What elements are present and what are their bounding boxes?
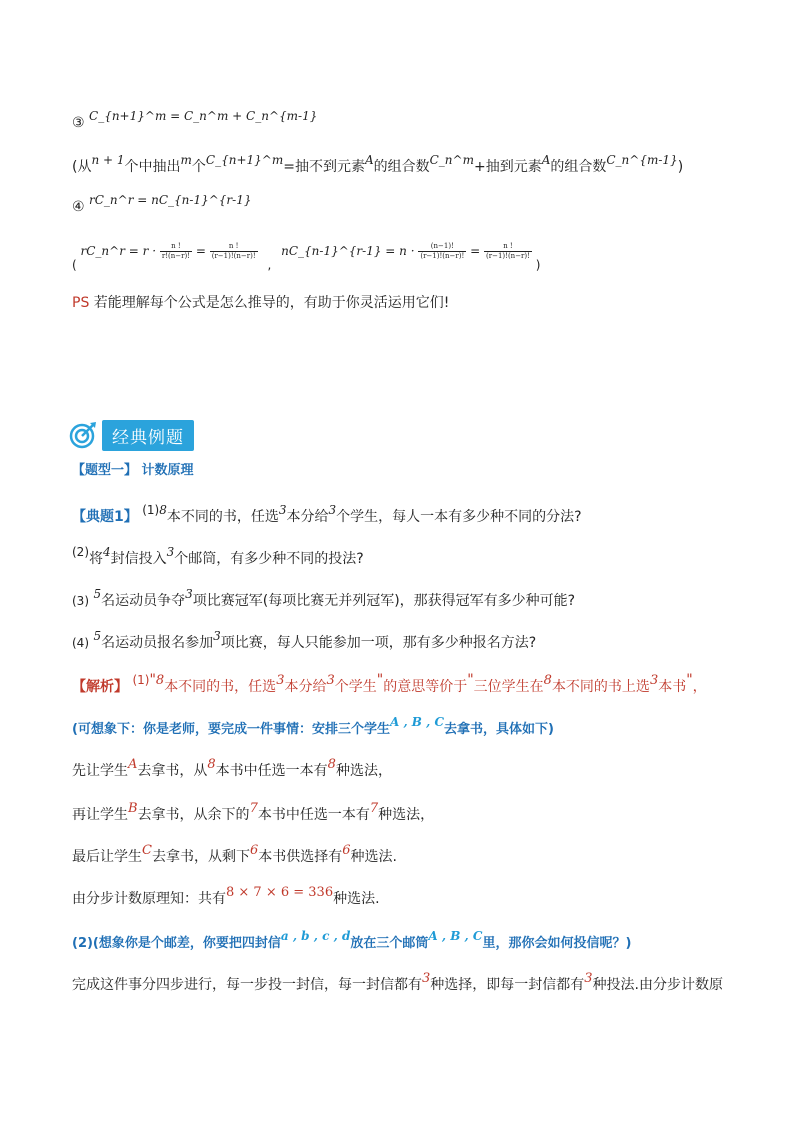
text: 本书供选择有: [258, 849, 343, 865]
fraction: $\frac{n !}{r!(n-r)!}$: [161, 242, 190, 260]
math: 5: [93, 587, 102, 601]
comma: ,: [267, 258, 272, 272]
text: 三位学生在: [473, 679, 544, 695]
math: 8: [543, 673, 552, 688]
text: 的组合数: [373, 159, 430, 175]
question-number: (2): [72, 545, 89, 559]
text: 本分给: [284, 679, 327, 695]
text: 去拿书，从余下的: [137, 807, 250, 823]
fraction: $\frac{n !}{(r-1)!(n-r)!}$: [211, 242, 256, 260]
text: 个: [191, 159, 206, 175]
math: 3: [422, 971, 431, 986]
solution-line-7: [72, 929, 632, 953]
solution-line-6: [72, 885, 380, 909]
formula-3-number: ③: [72, 115, 85, 131]
ps-label: PS: [72, 295, 90, 311]
math: 3: [276, 673, 285, 688]
math: 8 × 7 × 6 = 336: [226, 885, 334, 900]
type-heading: [72, 462, 194, 480]
ps-note: [72, 294, 449, 312]
text: 种选法.: [333, 891, 380, 907]
example-question-3: [72, 587, 576, 610]
fraction: $\frac{n !}{(r-1)!(n-r)!}$: [486, 242, 530, 260]
math: 3: [584, 971, 593, 986]
text: (从: [72, 159, 92, 175]
math: 7: [249, 801, 258, 816]
solution-line-1: [72, 672, 707, 697]
math: 8: [155, 673, 165, 688]
solution-line-3: [72, 757, 392, 781]
formula-4-derivation: ( rC_n^r = r · $\frac{n !}{r!(n-r)!}$ = $\frac{n !}{(r-1)!(n-r)!}$ , nC_{n-1}^{r-1} = n · $\frac{(n-1)!}{(r-1)!(n-r)!}$ = $\frac{n !}{(r-1)!(n-r)!}$ ): [72, 242, 541, 272]
text: 再让学生: [72, 807, 128, 823]
text: 种选法.: [350, 849, 397, 865]
example-label: 【典题1】: [72, 509, 138, 525]
section-banner: [68, 418, 194, 452]
text: 先让学生: [72, 763, 128, 779]
question-number: (1): [142, 503, 160, 517]
text: ，: [692, 679, 707, 695]
quote: ": [149, 672, 156, 688]
target-icon: [68, 420, 98, 450]
type-label: 【题型一】: [72, 463, 138, 478]
text: +抽到元素: [473, 159, 542, 175]
text: 本分给: [286, 509, 329, 525]
math: 5: [93, 629, 102, 643]
text: 名运动员争夺: [101, 593, 186, 609]
text: 个邮筒，有多少种不同的投法?: [174, 551, 364, 567]
math: C_{n+1}^m: [205, 153, 284, 167]
math: 6: [342, 843, 351, 858]
math: 3: [278, 503, 287, 517]
type-title: 计数原理: [137, 463, 194, 478]
math: 8: [159, 503, 167, 517]
text: 的意思等价于: [383, 679, 468, 695]
text: 封信投入: [110, 551, 167, 567]
math: a , b , c , d: [280, 929, 351, 943]
open-paren: (: [72, 258, 77, 272]
math: 8: [207, 757, 216, 772]
section-title: 经典例题: [102, 420, 194, 451]
solution-line-2: [72, 715, 554, 739]
solution-line-5: [72, 843, 397, 867]
text: 种选择，即每一封信都有: [430, 977, 585, 993]
text: 最后让学生: [72, 849, 142, 865]
fraction: $\frac{(n-1)!}{(r-1)!(n-r)!}$: [420, 242, 465, 260]
text: 个学生: [334, 679, 377, 695]
formula-3-expression: C_{n+1}^m = C_n^m + C_n^{m-1}: [89, 109, 318, 123]
solution-line-4: [72, 801, 435, 825]
math: C: [142, 843, 152, 858]
formula-3-explanation: [72, 153, 684, 176]
example-question-4: [72, 629, 537, 652]
quote: ": [467, 672, 474, 688]
math: C_n^m: [429, 153, 474, 167]
derivation-left: rC_n^r = r ·: [80, 244, 157, 258]
text: 个学生，每人一本有多少种不同的分法?: [336, 509, 582, 525]
solution-line-8: [72, 971, 724, 995]
formula-3: [72, 109, 318, 132]
math: 3: [328, 503, 337, 517]
math: A: [364, 153, 374, 167]
text: =抽不到元素: [283, 159, 365, 175]
math: 7: [369, 801, 379, 816]
text: (可想象下：你是老师，要完成一件事情：安排三个学生: [72, 722, 390, 737]
text: 本不同的书，任选: [166, 509, 279, 525]
math: m: [180, 153, 192, 167]
math: 6: [249, 843, 259, 858]
text: (2)(想象你是个邮差，你要把四封信: [72, 936, 281, 951]
quote: ": [376, 672, 384, 688]
math: 3: [326, 673, 335, 688]
text: 放在三个邮筒: [350, 936, 429, 951]
text: 去拿书，具体如下): [444, 722, 554, 737]
solution-label: 【解析】: [72, 679, 128, 695]
text: ): [677, 159, 684, 175]
text: 本不同的书上选: [551, 679, 650, 695]
math: 3: [649, 673, 659, 688]
math: 3: [213, 629, 221, 643]
formula-4: [72, 193, 252, 216]
math: B: [128, 801, 138, 816]
text: 本书中任选一本有: [257, 807, 370, 823]
math: 8: [327, 757, 336, 772]
text: 本不同的书，任选: [164, 679, 277, 695]
text: 将: [89, 551, 103, 567]
derivation-right: nC_{n-1}^{r-1} = n ·: [281, 244, 415, 258]
text: 去拿书，从剩下: [151, 849, 250, 865]
example-question-1: [72, 503, 582, 526]
text: 本书中任选一本有: [215, 763, 328, 779]
quote: ": [686, 672, 693, 688]
example-question-2: [72, 545, 364, 568]
close-paren: ): [535, 258, 541, 272]
text: 的组合数: [550, 159, 607, 175]
text: 名运动员报名参加: [101, 635, 214, 651]
text: 种选法，: [335, 763, 392, 779]
text: 项比赛冠军(每项比赛无并列冠军)，那获得冠军有多少种可能?: [192, 593, 576, 609]
ps-text: 若能理解每个公式是怎么推导的，有助于你灵活运用它们!: [89, 295, 450, 311]
text: 种选法，: [378, 807, 435, 823]
math: A: [128, 757, 138, 772]
text: 个中抽出: [124, 159, 181, 175]
math: 3: [166, 545, 175, 559]
text: 里，那你会如何投信呢？): [482, 936, 632, 951]
math: A , B , C: [428, 929, 483, 943]
text: 去拿书，从: [137, 763, 208, 779]
text: 项比赛，每人只能参加一项，那有多少种报名方法?: [220, 635, 537, 651]
math: A , B , C: [389, 715, 445, 729]
formula-4-expression: rC_n^r = nC_{n-1}^{r-1}: [89, 193, 252, 207]
part-number: (1): [132, 673, 150, 687]
question-number: (3): [72, 594, 89, 608]
text: 种投法.由分步计数原: [592, 977, 724, 993]
math: n + 1: [91, 153, 125, 167]
math: 3: [185, 587, 193, 601]
question-number: (4): [72, 636, 89, 650]
text: 完成这件事分四步进行，每一步投一封信，每一封信都有: [72, 977, 422, 993]
math: A: [541, 153, 551, 167]
text: 本书: [658, 679, 687, 695]
text: 由分步计数原理知：共有: [72, 891, 226, 907]
math: C_n^{m-1}: [606, 153, 678, 167]
formula-4-number: ④: [72, 199, 85, 215]
math: 4: [103, 545, 111, 559]
